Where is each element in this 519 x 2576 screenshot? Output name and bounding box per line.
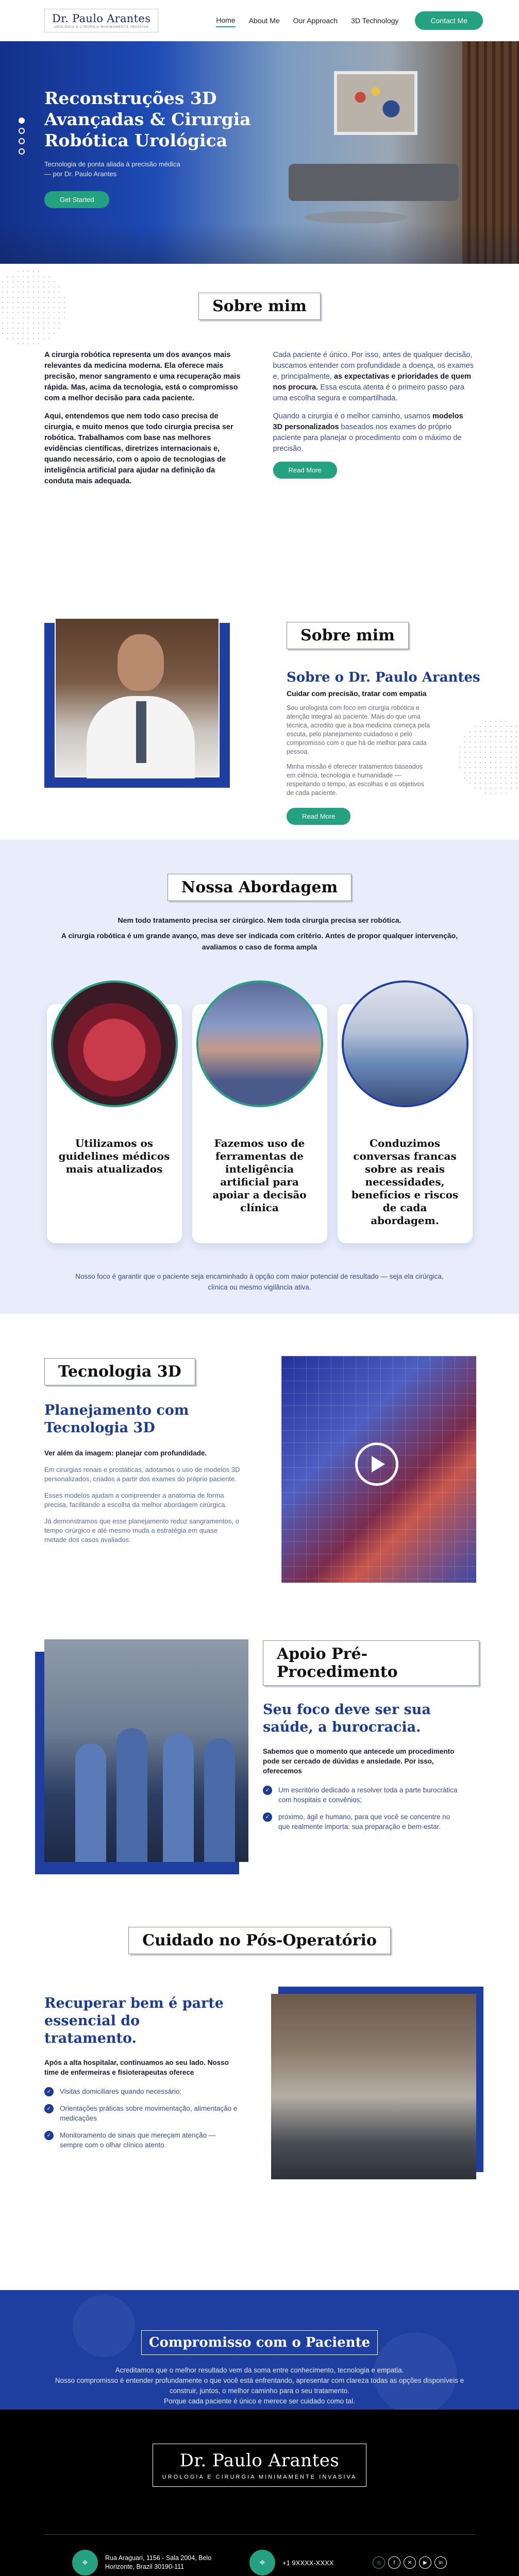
nav-3d-technology[interactable]: 3D Technology [351, 16, 399, 25]
approach-card [47, 1004, 182, 1243]
clinic-photo [271, 1994, 476, 2179]
location-pin-icon: ⌖ [72, 2550, 98, 2575]
footer-contact-row [72, 2550, 447, 2575]
footer-phone[interactable]: +1 9XXXX-XXXX [282, 2558, 334, 2567]
nav-home[interactable]: Home [216, 14, 235, 27]
approach-card [338, 1004, 473, 1243]
list-item: ✓ Um escritório dedicado a resolver toda a parte burocrática com hospitais e convênios; [263, 1785, 459, 1805]
doctor-read-more-button[interactable]: Read More [287, 808, 350, 825]
hero-subtitle: Tecnologia de ponta aliada à precisão médica — por Dr. Paulo Arantes [44, 160, 180, 178]
pre-procedure-bold: Sabemos que o momento que antecede um procedimento pode ser cercado de dúvidas e ansiedade. Por isso, oferecemos [263, 1748, 455, 1775]
doctor-section-title: Sobre mim [287, 622, 409, 649]
nav-about[interactable]: About Me [248, 16, 280, 25]
check-icon: ✓ [44, 2087, 54, 2096]
check-icon: ✓ [263, 1786, 272, 1795]
card-image [196, 980, 323, 1107]
card-title: Utilizamos os guidelines médicos mais atualizados [58, 1137, 170, 1175]
commitment-section [0, 2290, 519, 2410]
approach-footer: Nosso foco é garantir que o paciente seja encaminhado à opção com maior potencial de resultado — seja ela cirúrgica, clínica ou mesmo vigilância ativa. [75, 1273, 444, 1291]
team-photo [44, 1639, 248, 1862]
hero-painting [334, 71, 417, 135]
pre-procedure-title: Apoio Pré-Procedimento [263, 1640, 479, 1686]
tech-paragraph-1: Em cirurgias renais e prostáticas, adotamos o uso de modelos 3D personalizados, criados a partir dos exames do próprio paciente. [44, 1466, 240, 1483]
doctor-photo [44, 623, 230, 788]
linkedin-icon[interactable]: in [434, 2556, 447, 2569]
tech-content [44, 1358, 240, 1545]
pre-procedure-list [263, 1785, 479, 1832]
approach-title: Nossa Abordagem [168, 874, 351, 901]
doctor-heading: Sobre o Dr. Paulo Arantes [287, 670, 480, 685]
slider-dots [19, 117, 25, 155]
facebook-icon[interactable]: f [388, 2556, 400, 2569]
about-paragraph-1: A cirurgia robótica representa um dos avanços mais relevantes da medicina moderna. Ela oferece mais precisão, menor sangramento e uma recuperação mais rápida. Mas, acima da tecnologia, está o compromisso com a melhor decisão para cada paciente. [44, 351, 241, 402]
slider-dot-3[interactable] [19, 138, 25, 144]
list-item: ✓ próximo, ágil e humano, para que você se concentre no que realmente importa: sua preparação e bem-estar. [263, 1812, 459, 1832]
pre-procedure-heading: Seu foco deve ser sua saúde, a burocracia. [263, 1702, 431, 1735]
card-image [51, 980, 178, 1107]
footer-logo-name: Dr. Paulo Arantes [179, 2450, 340, 2471]
commitment-title: Compromisso com o Paciente [141, 2330, 378, 2355]
tech-video[interactable] [281, 1356, 476, 1583]
doctor-content [287, 622, 482, 825]
hero-content [44, 88, 271, 208]
tech-title: Tecnologia 3D [44, 1358, 195, 1385]
pre-procedure-section [0, 1633, 519, 1922]
pre-procedure-content [263, 1640, 479, 1839]
commitment-text: Acreditamos que o melhor resultado vem da soma entre conhecimento, tecnologia e empatia. Nosso compromisso é entender profundamente o que você está enfrentando, apresentar com clareza todas as opções disponíveis e construir, juntos, o melhor caminho para o seu tratamento. Porque cada paciente é único e merece ser cuidado como tal. [55, 2366, 464, 2405]
main-nav [216, 14, 398, 27]
site-header [0, 0, 519, 41]
list-item: ✓ Monitoramento de sinais que mereçam atenção — sempre com o olhar clínico atento. [44, 2130, 240, 2150]
doctor-tie [136, 701, 146, 763]
post-op-bold: Após a alta hospitalar, continuamos ao seu lado. Nosso time de enfermeiras e fisioterapeutas oferece [44, 2059, 229, 2076]
slider-dot-1[interactable] [19, 117, 25, 124]
doctor-subheading: Cuidar com precisão, tratar com empatia [287, 689, 427, 698]
hero-section [0, 41, 519, 264]
about-paragraph-3: Cada paciente é único. Por isso, antes de qualquer decisão, buscamos entender com profundidade a doença, os exames e, principalmente, as expectativas e prioridades de quem nos procura. Essa escuta atenta é o primeiro passo para uma escolha segura e compartilhada. [273, 351, 474, 402]
approach-intro-1: Nem todo tratamento precisa ser cirúrgico. Nem toda cirurgia precisa ser robótica. [118, 916, 401, 924]
post-op-heading: Recuperar bem é parte essencial do tratamento. [44, 1995, 224, 2046]
tech-heading: Planejamento com Tecnologia 3D [44, 1402, 189, 1436]
card-title: Fazemos uso de ferramentas de inteligência artificial para apoiar a decisão clínica [212, 1137, 307, 1214]
footer-address: Rua Araguari, 1156 - Sala 2004, Belo Horizonte, Brazil 30190-111 [105, 2554, 212, 2570]
get-started-button[interactable]: Get Started [44, 191, 109, 208]
about-read-more-button[interactable]: Read More [273, 462, 337, 479]
logo-tagline: UROLOGIA E CIRURGIA MINIMAMENTE INVASIVA [54, 26, 149, 29]
check-icon: ✓ [263, 1812, 272, 1822]
hero-table [304, 211, 407, 224]
hero-floor [0, 223, 519, 264]
logo[interactable] [44, 9, 158, 32]
approach-section [0, 840, 519, 1314]
tech-bold: Ver além da imagem: planejar com profundidade. [44, 1449, 207, 1457]
slider-dot-2[interactable] [19, 128, 25, 134]
tech-section [0, 1314, 519, 1633]
check-icon: ✓ [44, 2104, 54, 2113]
tech-paragraph-2: Esses modelos ajudam a compreender a anatomia de forma precisa, facilitando a escolha da melhor abordagem cirúrgica. [44, 1492, 227, 1509]
about-section [0, 264, 519, 564]
about-left-column [44, 350, 246, 494]
social-links [373, 2556, 447, 2569]
post-op-section [0, 1922, 519, 2290]
footer-logo[interactable] [153, 2444, 367, 2487]
approach-intro-2: A cirurgia robótica é um grande avanço, mas deve ser indicada com critério. Antes de propor qualquer intervenção, avaliamos o caso de forma ampla [61, 931, 458, 951]
post-op-content [44, 1995, 238, 2157]
doctor-paragraph-1: Sou urologista com foco em cirurgia robótica e atenção integral ao paciente. Mais do que uma técnica, acredito que a boa medicina começa pela escuta, pelo planejamento cuidadoso e pelo compromisso com o que há de melhor para cada pessoa. [287, 704, 430, 755]
approach-card [192, 1004, 327, 1243]
doctor-section [0, 564, 519, 840]
about-paragraph-2: Aqui, entendemos que nem todo caso precisa de cirurgia, e muito menos que todo cirurgia precisa ser robótica. Trabalhamos com base nas melhores evidências científicas, diretrizes internacionais e, quando necessário, com o apoio de tecnologias de inteligência artificial para ajudar na definição da conduta mais adequada. [44, 412, 233, 485]
logo-name: Dr. Paulo Arantes [52, 12, 151, 25]
post-op-list [44, 2087, 238, 2150]
youtube-icon[interactable]: ▶ [419, 2556, 431, 2569]
nav-approach[interactable]: Our Approach [293, 16, 338, 25]
list-item: ✓ Visitas domiciliares quando necessário; [44, 2087, 240, 2096]
list-item: ✓ Orientações práticas sobre movimentação, alimentação e medicações [44, 2104, 240, 2123]
tech-paragraph-3: Já demonstramos que esse planejamento reduz sangramentos, o tempo cirúrgico e até mesmo muda a estratégia em quase metade dos casos avaliados. [44, 1517, 239, 1544]
card-image [342, 980, 468, 1107]
hero-sofa [289, 164, 459, 201]
contact-button[interactable]: Contact Me [415, 11, 483, 30]
check-icon: ✓ [44, 2131, 54, 2140]
x-icon[interactable]: ✕ [404, 2556, 416, 2569]
slider-dot-4[interactable] [19, 148, 25, 155]
about-title: Sobre mim [198, 293, 321, 320]
instagram-icon[interactable]: ◎ [373, 2556, 385, 2569]
footer-divider [44, 2534, 475, 2535]
hero-title: Reconstruções 3D Avançadas & Cirurgia Robótica Urológica [44, 88, 251, 150]
approach-cards [0, 1004, 519, 1243]
doctor-paragraph-2: Minha missão é oferecer tratamentos baseados em ciência, tecnologia e humanidade — respeitando o tempo, as escolhas e os objetivos de cada paciente. [287, 763, 424, 796]
card-title: Conduzimos conversas francas sobre as reais necessidades, benefícios e riscos de cada abordagem. [351, 1137, 459, 1227]
play-icon[interactable] [355, 1443, 398, 1486]
site-footer [0, 2410, 519, 2576]
post-op-title: Cuidado no Pós-Operatório [128, 1927, 391, 1954]
location-pin-icon: ⌖ [249, 2550, 275, 2575]
about-right-column [273, 350, 475, 494]
footer-logo-tagline: UROLOGIA E CIRURGIA MINIMAMENTE INVASIVA [162, 2474, 357, 2480]
doctor-head [118, 634, 164, 691]
about-paragraph-4: Quando a cirurgia é o melhor caminho, usamos modelos 3D personalizados baseados nos exames do próprio paciente para planejar o procedimento com o máximo de precisão. [273, 412, 463, 453]
